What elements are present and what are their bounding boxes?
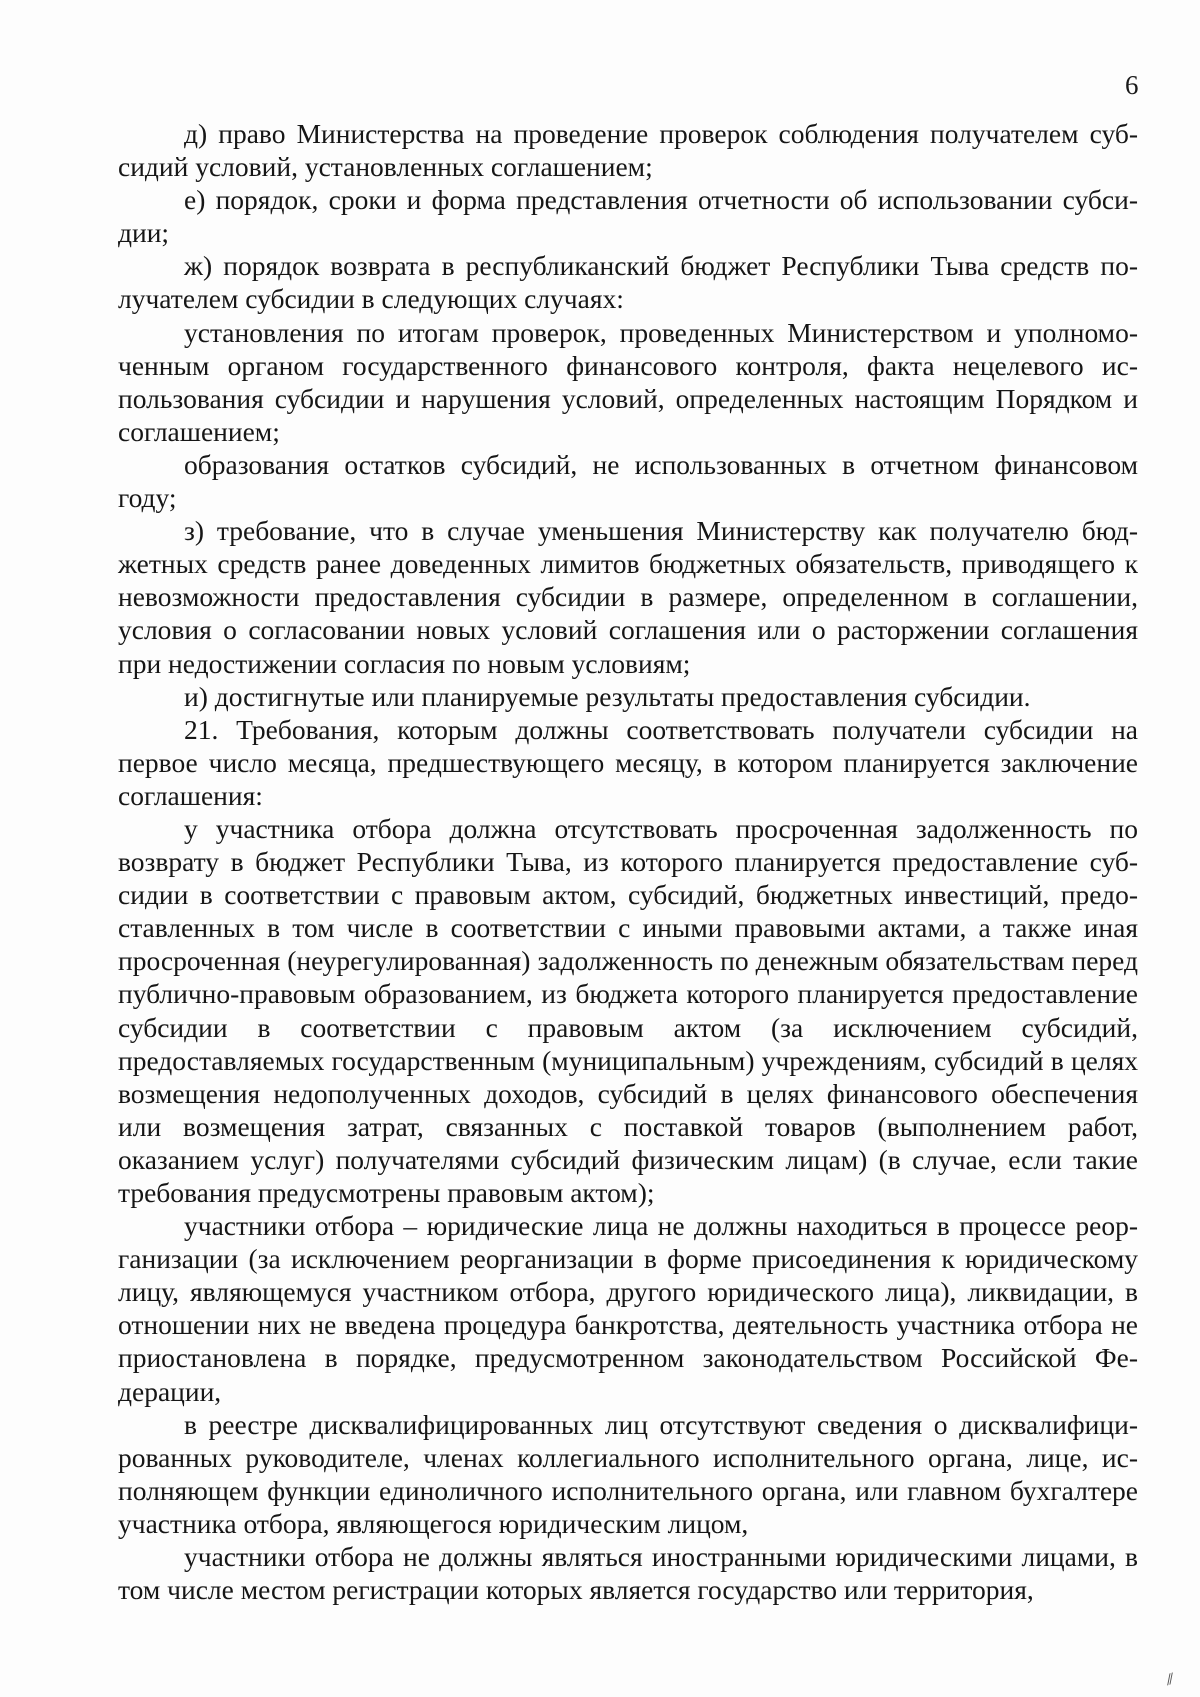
document-body <box>118 117 1138 1606</box>
paragraph-21: 21. Требования, которым должны соответствовать получатели субсидии на первое число месяца, предшествующего месяцу, в котором планируется заключение соглашения: <box>118 713 1138 811</box>
paragraph-requirement-disqualified: в реестре дисквалифицированных лиц отсутствуют сведения о дисквалифицированных руководителе, членах коллегиального исполнительного органа, лице, исполняющем функции единоличного исполнительного органа, или главном бухгалтере участника отбора, являющегося юридическим лицом, <box>118 1408 1138 1539</box>
page-number: 6 <box>1125 70 1139 100</box>
paragraph-case-inspections: установления по итогам проверок, проведенных Министерством и уполномоченным органом государственного финансового контроля, факта нецелевого использования субсидии и нарушения условий, определенных настоящим Порядком и соглашением; <box>118 316 1138 447</box>
scan-mark-icon: ⁄⁄ <box>1165 1671 1176 1689</box>
paragraph-z: з) требование, что в случае уменьшения Министерству как получателю бюджетных средств ранее доведенных лимитов бюджетных обязательств, приводящего к невозможности предоставления субсидии в размере, определенном в соглашении, условия о согласовании новых условий соглашения или о расторжении соглашения при недостижении согласия по новым условиям; <box>118 515 1138 679</box>
paragraph-zh: ж) порядок возврата в республиканский бюджет Республики Тыва средств получателем субсидии в следующих случаях: <box>118 250 1138 315</box>
paragraph-case-balances: образования остатков субсидий, не использованных в отчетном финансовом году; <box>118 448 1138 514</box>
paragraph-i: и) достигнутые или планируемые результаты предоставления субсидии. <box>184 680 1031 712</box>
paragraph-requirement-foreign: участники отбора не должны являться иностранными юридическими лицами, в том числе местом регистрации которых является государство или территория, <box>118 1541 1138 1606</box>
paragraph-e: е) порядок, сроки и форма представления отчетности об использовании субсидии; <box>118 184 1138 249</box>
paragraph-d: д) право Министерства на проведение проверок соблюдения получателем субсидий условий, установленных соглашением; <box>118 118 1138 183</box>
paragraph-requirement-reorganization: участники отбора – юридические лица не должны находиться в процессе реорганизации (за исключением реорганизации в форме присоединения к юридическому лицу, являющемуся участником отбора, другого юридического лица), ликвидации, в отношении них не введена процедура банкротства, деятельность участника отбора не приостановлена в порядке, предусмотренном законодательством Российской Федерации, <box>118 1210 1138 1407</box>
paragraph-requirement-debt: у участника отбора должна отсутствовать просроченная задолженность по возврату в бюджет Республики Тыва, из которого планируется предоставление субсидии в соответствии с правовым актом, субсидий, бюджетных инвестиций, предоставленных в том числе в соответствии с иными правовыми актами, а также иная просроченная (неурегулированная) задолженность по денежным обязательствам перед публично-правовым образованием, из бюджета которого планируется предоставление субсидии в соответствии с правовым актом (за исключением субсидий, предоставляемых государственным (муниципальным) учреждениям, субсидий в целях возмещения недополученных доходов, субсидий в целях финансового обеспечения или возмещения затрат, связанных с поставкой товаров (выполнением работ, оказанием услуг) получателями субсидий физическим лицам) (в случае, если такие требования предусмотрены правовым актом); <box>118 812 1138 1208</box>
